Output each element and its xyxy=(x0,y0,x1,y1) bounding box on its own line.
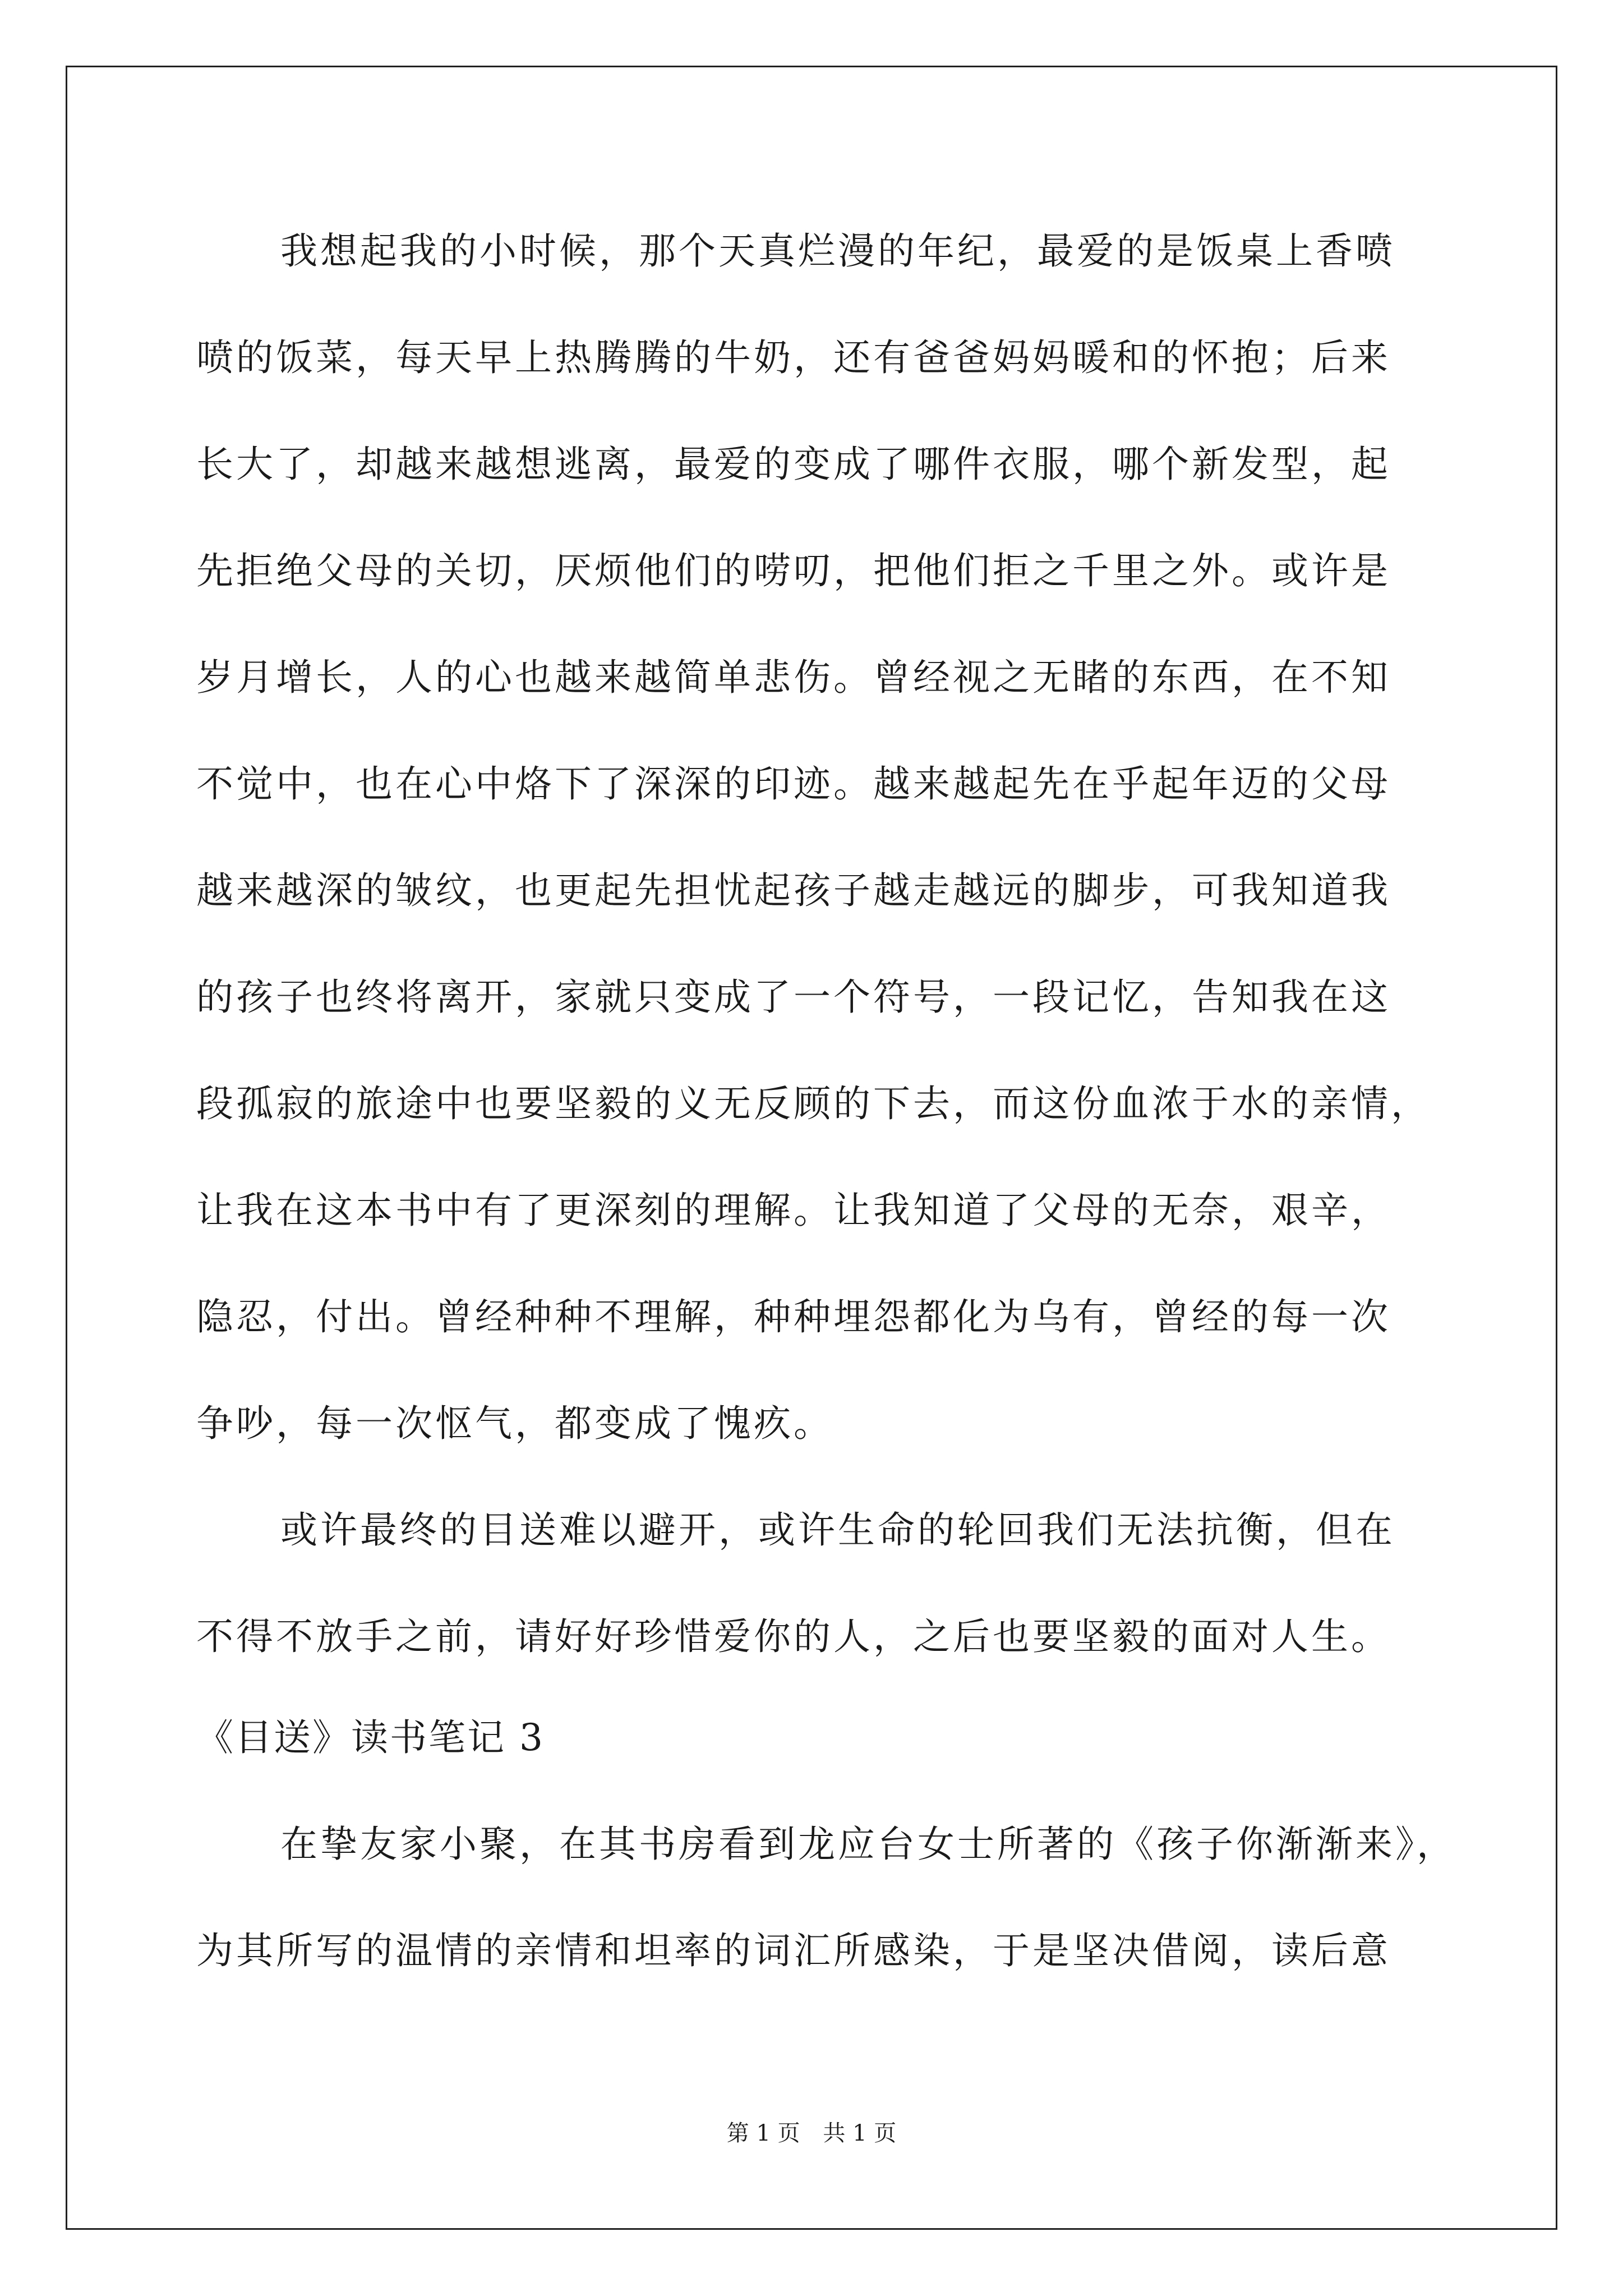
paragraph-line: 在挚友家小聚，在其书房看到龙应台女士所著的《孩子你渐渐来》， xyxy=(280,1823,1456,1866)
paragraph-line: 不得不放手之前，请好好珍惜爱你的人，之后也要坚毅的面对人生。 xyxy=(196,1615,1391,1658)
page-border xyxy=(66,66,1557,2230)
paragraph-line: 岁月增长，人的心也越来越简单悲伤。曾经视之无睹的东西，在不知 xyxy=(196,656,1391,699)
paragraph-line: 争吵，每一次怄气，都变成了愧疚。 xyxy=(196,1402,833,1445)
paragraph-line: 喷的饭菜，每天早上热腾腾的牛奶，还有爸爸妈妈暖和的怀抱；后来 xyxy=(196,336,1391,379)
paragraph-line: 先拒绝父母的关切，厌烦他们的唠叨，把他们拒之千里之外。或许是 xyxy=(196,549,1391,592)
paragraph-line: 的孩子也终将离开，家就只变成了一个符号，一段记忆，告知我在这 xyxy=(196,976,1391,1019)
section-heading: 《目送》读书笔记 3 xyxy=(196,1716,545,1759)
paragraph-line: 长大了，却越来越想逃离，最爱的变成了哪件衣服，哪个新发型，起 xyxy=(196,443,1391,486)
page-total: 共 1 页 xyxy=(823,2120,897,2146)
paragraph-line: 我想起我的小时候，那个天真烂漫的年纪，最爱的是饭桌上香喷 xyxy=(280,229,1395,273)
page-number: 第 1 页 xyxy=(726,2120,800,2146)
paragraph-line: 不觉中，也在心中烙下了深深的印迹。越来越起先在乎起年迈的父母 xyxy=(196,762,1391,806)
paragraph-line: 越来越深的皱纹，也更起先担忧起孩子越走越远的脚步，可我知道我 xyxy=(196,869,1391,912)
paragraph-line: 段孤寂的旅途中也要坚毅的义无反顾的下去，而这份血浓于水的亲情， xyxy=(196,1082,1431,1125)
paragraph-line: 让我在这本书中有了更深刻的理解。让我知道了父母的无奈，艰辛， xyxy=(196,1189,1391,1232)
paragraph-line: 隐忍，付出。曾经种种不理解，种种埋怨都化为乌有，曾经的每一次 xyxy=(196,1295,1391,1338)
paragraph-line: 或许最终的目送难以避开，或许生命的轮回我们无法抗衡，但在 xyxy=(280,1508,1395,1552)
page-footer xyxy=(0,2119,1623,2147)
paragraph-line: 为其所写的温情的亲情和坦率的词汇所感染，于是坚决借阅，读后意 xyxy=(196,1929,1391,1972)
